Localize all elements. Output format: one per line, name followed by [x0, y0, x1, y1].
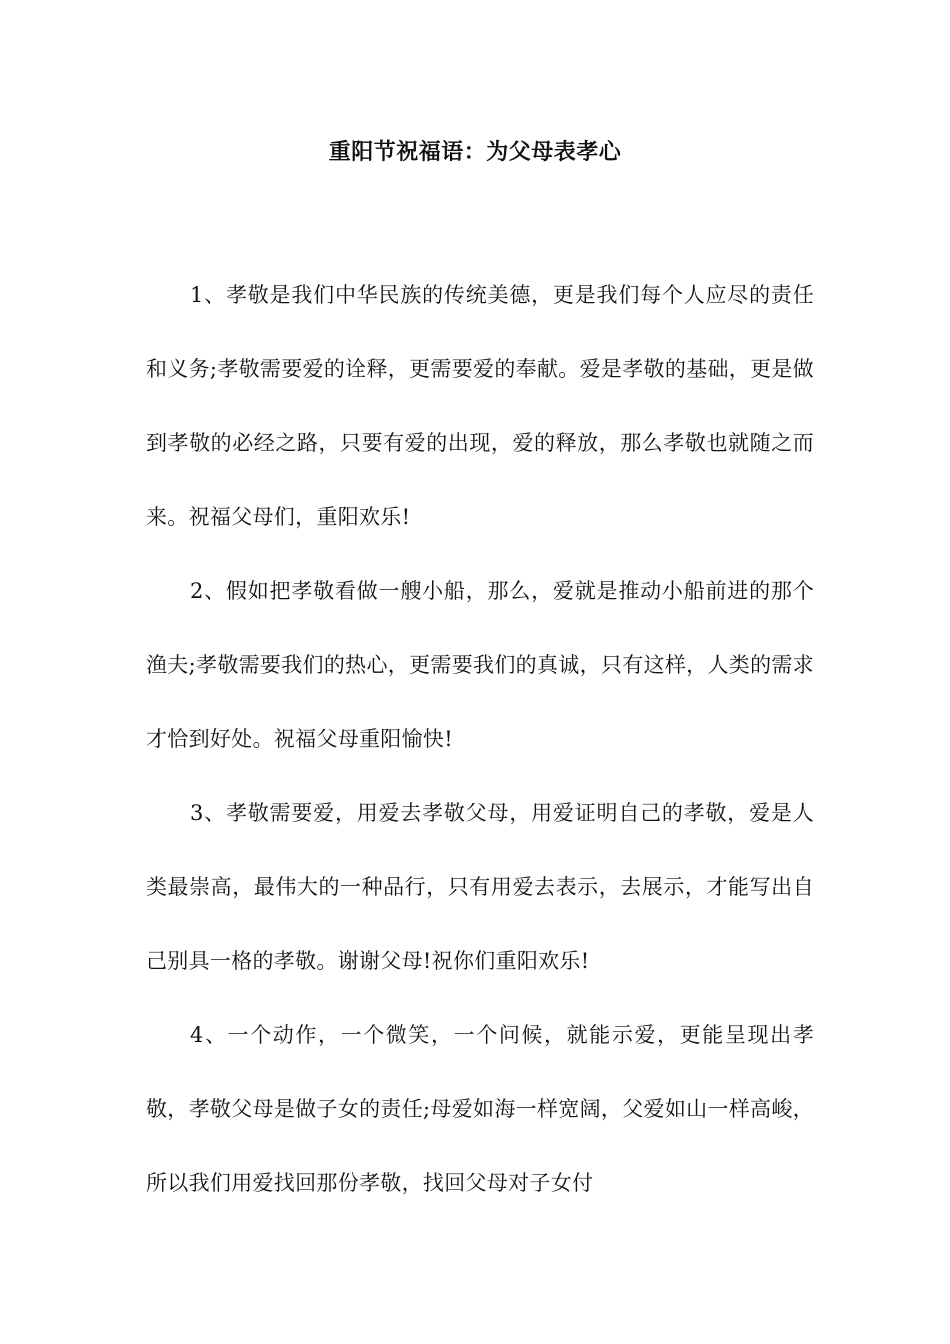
paragraph-3: 3、孝敬需要爱，用爱去孝敬父母，用爱证明自己的孝敬，爱是人类最崇高，最伟大的一种品行，只有用爱去表示，去展示，才能写出自己别具一格的孝敬。谢谢父母!祝你们重阳欢乐!: [146, 801, 814, 973]
paragraph-2: 2、假如把孝敬看做一艘小船，那么，爱就是推动小船前进的那个渔夫;孝敬需要我们的热心，更需要我们的真诚，只有这样，人类的需求才恰到好处。祝福父母重阳愉快!: [146, 579, 814, 751]
paragraph-1: 1、孝敬是我们中华民族的传统美德，更是我们每个人应尽的责任和义务;孝敬需要爱的诠释，更需要爱的奉献。爱是孝敬的基础，更是做到孝敬的必经之路，只要有爱的出现，爱的释放，那么孝敬也就随之而来。祝福父母们，重阳欢乐!: [146, 283, 814, 529]
document-title: 重阳节祝福语：为父母表孝心: [328, 139, 622, 165]
paragraph-4: 4、一个动作，一个微笑，一个问候，就能示爱，更能呈现出孝敬，孝敬父母是做子女的责任;母爱如海一样宽阔，父爱如山一样高峻，所以我们用爱找回那份孝敬，找回父母对子女付: [146, 1023, 814, 1195]
document-body: [146, 258, 814, 1220]
